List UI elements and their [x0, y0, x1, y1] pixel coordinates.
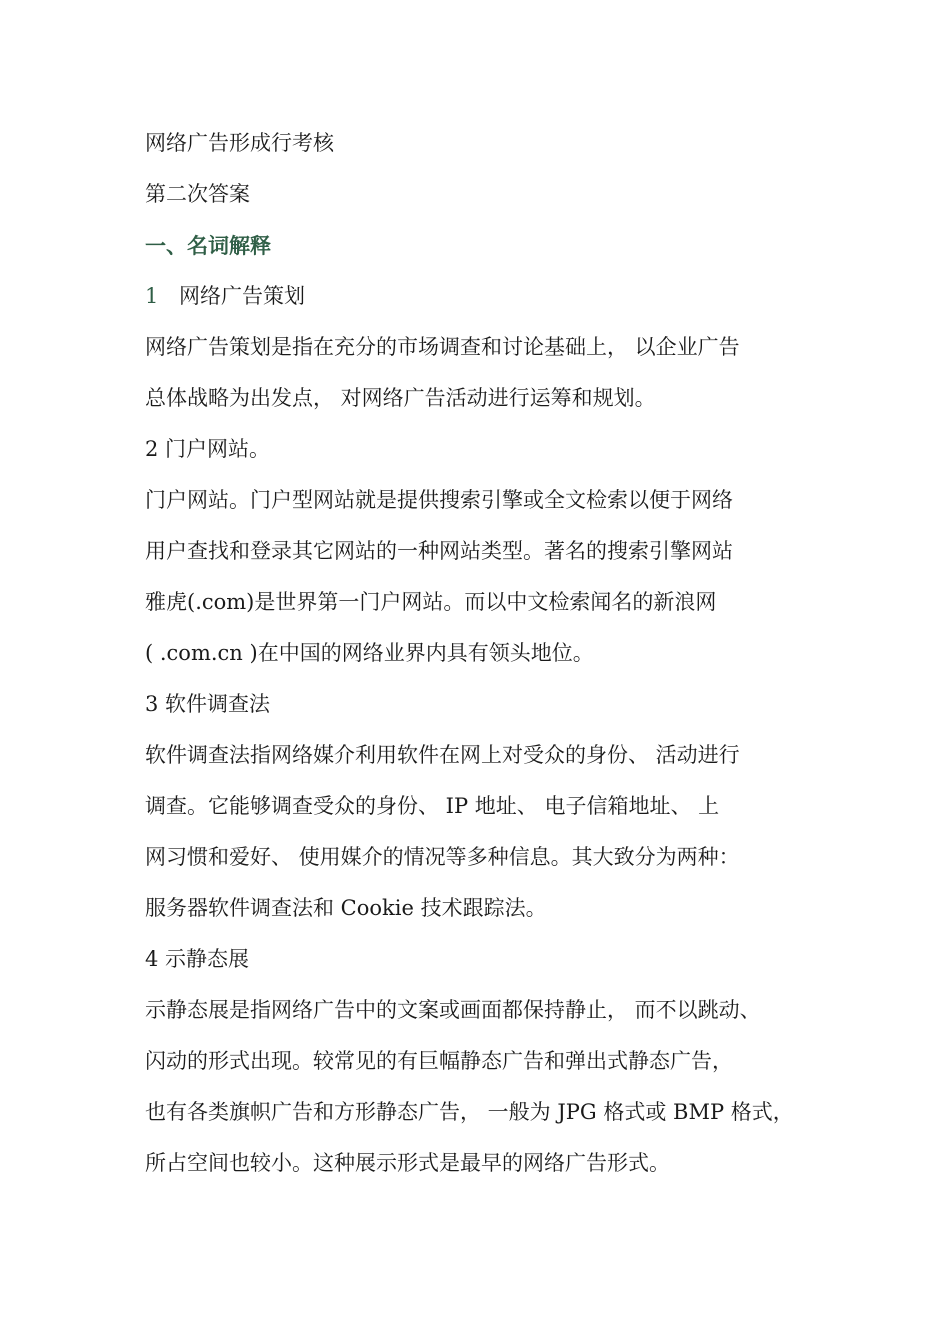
- paragraph-line: 闪动的形式出现。较常见的有巨幅静态广告和弹出式静态广告，: [145, 1049, 733, 1073]
- term-heading-3: 3 软件调查法: [145, 692, 271, 716]
- paragraph-line: 示静态展是指网络广告中的文案或画面都保持静止， 而不以跳动、: [145, 998, 761, 1022]
- paragraph-line: 雅虎(.com)是世界第一门户网站。而以中文检索闻名的新浪网: [145, 590, 717, 614]
- document-title: 网络广告形成行考核: [145, 131, 334, 155]
- section-heading: 一、名词解释: [145, 233, 271, 258]
- paragraph-line: 网习惯和爱好、 使用媒介的情况等多种信息。其大致分为两种：: [145, 845, 740, 869]
- term-heading-4: 4 示静态展: [145, 947, 250, 971]
- paragraph-line: 门户网站。门户型网站就是提供搜索引擎或全文检索以便于网络: [145, 488, 733, 512]
- paragraph-line: 服务器软件调查法和 Cookie 技术跟踪法。: [145, 896, 547, 920]
- term-heading-1: [145, 271, 825, 322]
- paragraph-line: 调查。它能够调查受众的身份、 IP 地址、 电子信箱地址、 上: [145, 794, 720, 818]
- paragraph-line: 总体战略为出发点， 对网络广告活动进行运筹和规划。: [145, 386, 656, 410]
- paragraph-line: 软件调查法指网络媒介利用软件在网上对受众的身份、 活动进行: [145, 743, 740, 767]
- term-number: 1: [145, 284, 159, 308]
- paragraph-line: 也有各类旗帜广告和方形静态广告， 一般为 JPG 格式或 BMP 格式，: [145, 1100, 794, 1124]
- document-subtitle: 第二次答案: [145, 182, 250, 206]
- paragraph-line: 所占空间也较小。这种展示形式是最早的网络广告形式。: [145, 1151, 670, 1175]
- paragraph-line: 网络广告策划是指在充分的市场调查和讨论基础上， 以企业广告: [145, 335, 740, 359]
- paragraph-line: 用户查找和登录其它网站的一种网站类型。著名的搜索引擎网站: [145, 539, 733, 563]
- document-body: [145, 118, 825, 1189]
- paragraph-line: ( .com.cn )在中国的网络业界内具有领头地位。: [145, 641, 594, 665]
- term-title: 网络广告策划: [179, 284, 305, 308]
- term-heading-2: 2 门户网站。: [145, 437, 271, 461]
